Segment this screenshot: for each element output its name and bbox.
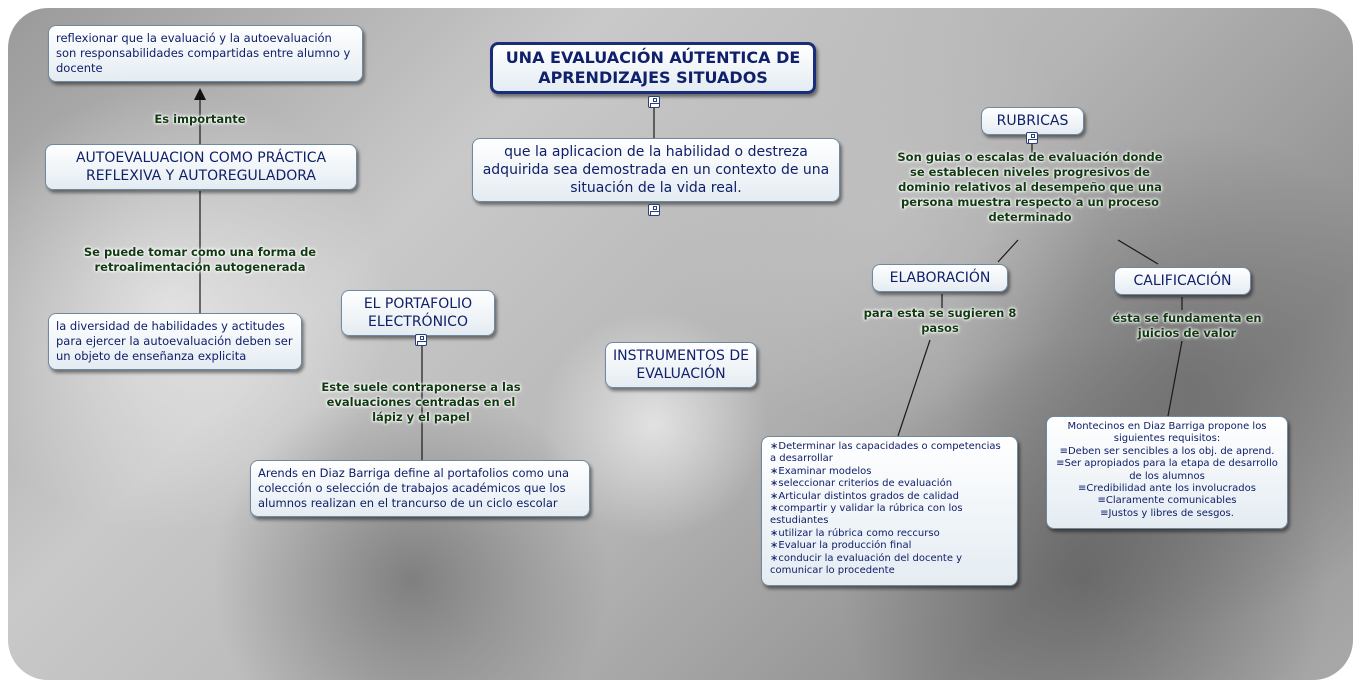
step-item: ∗utilizar la rúbrica como reccurso (770, 527, 940, 539)
arrow-head-icon (194, 88, 206, 100)
portafolio-label: Este suele contraponerse a las evaluaciones centradas en el lápiz y el papel (321, 380, 521, 424)
step-item: ∗Determinar las capacidades o competencias a desarrollar (770, 441, 1001, 465)
step-item: ∗Articular distintos grados de calidad (770, 490, 959, 502)
concept-map-link-icon[interactable] (648, 204, 660, 216)
requirement-item: ≡Justos y libres de sesgos. (1100, 507, 1234, 519)
central-definition[interactable]: que la aplicacion de la habilidad o destreza adquirida sea demostrada en un contexto de una situación de la vida real. (472, 138, 840, 202)
requirement-item: ≡Claramente comunicables (1097, 495, 1237, 507)
autoevaluacion-label-down: Se puede tomar como una forma de retroalimentación autogenerada (83, 245, 317, 274)
autoevaluacion-top-note[interactable]: reflexionar que la evaluació y la autoevaluación son responsabilidades compartidas entre alumno y docente (48, 25, 363, 82)
link-elaboracion-steps (898, 340, 930, 436)
calificacion-topic[interactable]: CALIFICACIÓN (1114, 267, 1251, 295)
elaboracion-label: para esta se sugieren 8 pasos (863, 306, 1017, 335)
link-calificacion-reqs (1168, 341, 1182, 416)
requirement-item: ≡Deben ser sencibles a los obj. de aprend. (1059, 445, 1275, 457)
step-item: ∗Examinar modelos (770, 465, 872, 477)
elaboracion-topic[interactable]: ELABORACIÓN (872, 264, 1008, 292)
requirements-intro: Montecinos en Diaz Barriga propone los siguientes requisitos: (1067, 421, 1267, 445)
autoevaluacion-topic[interactable]: AUTOEVALUACION COMO PRÁCTICA REFLEXIVA Y AUTOREGULADORA (45, 144, 357, 190)
step-item: ∗conducir la evaluación del docente y comunicar lo procedente (770, 552, 963, 577)
requirement-item: ≡Credibilidad ante los involucrados (1078, 483, 1256, 495)
concept-map-link-icon[interactable] (648, 96, 660, 108)
link-rubricas-calificacion (1118, 240, 1158, 264)
calificacion-label: ésta se fundamenta en juicios de valor (1112, 311, 1262, 340)
portafolio-note[interactable]: Arends en Diaz Barriga define al portafolios como una colección o selección de trabajos académicos que los alumnos realizan en el trancurso de un ciclo escolar (250, 460, 590, 517)
rubricas-topic[interactable]: RUBRICAS (981, 107, 1084, 135)
concept-map-link-icon[interactable] (415, 334, 427, 346)
step-item: ∗seleccionar criterios de evaluación (770, 478, 953, 490)
rubricas-label: Son guias o escalas de evaluación donde se establecen niveles progresivos de dominio relativos al desempeño que una persona muestra respecto a un proceso determinado (897, 150, 1163, 224)
calificacion-requirements[interactable] (1046, 416, 1288, 529)
concept-map-link-icon[interactable] (1026, 132, 1038, 144)
main-title[interactable]: UNA EVALUACIÓN AÚTENTICA DE APRENDIZAJES SITUADOS (490, 42, 816, 94)
instrumentos-topic[interactable]: INSTRUMENTOS DE EVALUACIÓN (605, 342, 757, 388)
autoevaluacion-bottom-note[interactable]: la diversidad de habilidades y actitudes para ejercer la autoevaluación deben ser un objeto de enseñanza explicita (48, 313, 302, 370)
concept-map-canvas (8, 8, 1353, 680)
step-item: ∗Evaluar la producción final (770, 540, 912, 552)
autoevaluacion-label-up: Es importante (154, 112, 246, 126)
step-item: ∗compartir y validar la rúbrica con los estudiantes (770, 503, 963, 527)
elaboracion-steps[interactable] (761, 436, 1018, 586)
link-rubricas-elaboracion (998, 240, 1018, 262)
requirement-item: ≡Ser apropiados para la etapa de desarrollo de los alumnos (1056, 458, 1278, 482)
portafolio-topic[interactable]: EL PORTAFOLIO ELECTRÓNICO (341, 290, 495, 336)
